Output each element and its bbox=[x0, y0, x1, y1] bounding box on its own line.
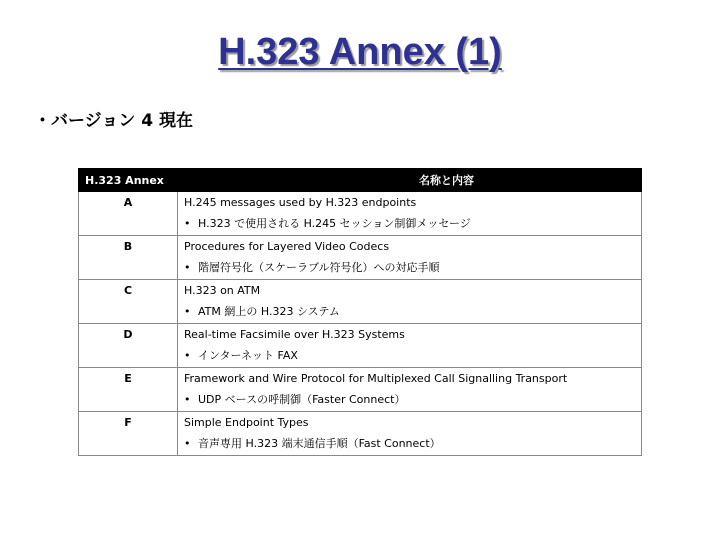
bullet-icon: • bbox=[184, 305, 191, 318]
annex-detail bbox=[178, 368, 642, 412]
bullet-icon: • bbox=[184, 261, 191, 274]
bullet-icon: • bbox=[184, 437, 191, 450]
annex-description-text: 音声専用 H.323 端末通信手順（Fast Connect） bbox=[198, 437, 441, 450]
annex-detail bbox=[178, 236, 642, 280]
annex-letter: C bbox=[79, 280, 178, 324]
table-row bbox=[79, 280, 642, 324]
annex-detail bbox=[178, 324, 642, 368]
table-header-row bbox=[79, 169, 642, 192]
annex-description bbox=[178, 390, 641, 411]
annex-title: H.245 messages used by H.323 endpoints bbox=[184, 196, 417, 209]
annex-description bbox=[178, 258, 641, 279]
header-name-content: 名称と内容 bbox=[178, 169, 642, 192]
table-row bbox=[79, 368, 642, 412]
annex-description-text: H.323 で使用される H.245 セッション制御メッセージ bbox=[198, 217, 471, 230]
bullet-icon: • bbox=[184, 217, 191, 230]
annex-title: Framework and Wire Protocol for Multiplexed Call Signalling Transport bbox=[184, 372, 568, 385]
header-annex: H.323 Annex bbox=[79, 169, 178, 192]
annex-title: H.323 on ATM bbox=[184, 284, 261, 297]
annex-detail bbox=[178, 412, 642, 456]
annex-description bbox=[178, 434, 641, 455]
annex-letter: B bbox=[79, 236, 178, 280]
annex-description bbox=[178, 214, 641, 235]
annex-title: Real-time Facsimile over H.323 Systems bbox=[184, 328, 405, 341]
annex-letter: D bbox=[79, 324, 178, 368]
table-row bbox=[79, 236, 642, 280]
bullet-icon: • bbox=[184, 349, 191, 362]
annex-title: Procedures for Layered Video Codecs bbox=[184, 240, 390, 253]
annex-detail bbox=[178, 280, 642, 324]
annex-table bbox=[78, 168, 642, 456]
annex-description bbox=[178, 346, 641, 367]
table-row bbox=[79, 192, 642, 236]
annex-description-text: ATM 網上の H.323 システム bbox=[198, 305, 340, 318]
annex-description-text: インターネット FAX bbox=[198, 349, 298, 362]
table-row bbox=[79, 412, 642, 456]
table-row bbox=[79, 324, 642, 368]
version-note: ・バージョン 4 現在 bbox=[34, 111, 193, 131]
annex-title: Simple Endpoint Types bbox=[184, 416, 309, 429]
annex-description-text: UDP ベースの呼制御（Faster Connect） bbox=[198, 393, 406, 406]
annex-letter: A bbox=[79, 192, 178, 236]
annex-description-text: 階層符号化（スケーラブル符号化）への対応手順 bbox=[198, 261, 440, 274]
bullet-icon: • bbox=[184, 393, 191, 406]
annex-detail bbox=[178, 192, 642, 236]
slide-title: H.323 Annex (1) bbox=[218, 31, 502, 73]
annex-letter: F bbox=[79, 412, 178, 456]
annex-letter: E bbox=[79, 368, 178, 412]
annex-description bbox=[178, 302, 641, 323]
